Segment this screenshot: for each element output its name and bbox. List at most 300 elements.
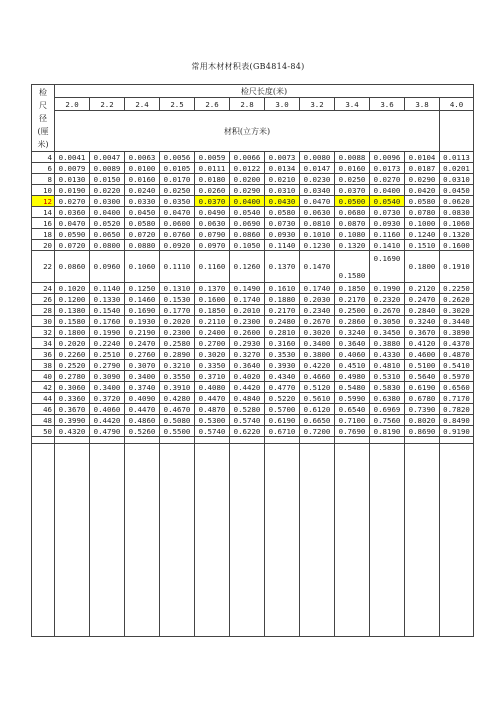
diameter-cell: 28 [32, 305, 55, 316]
volume-cell: 0.2780 [55, 371, 90, 382]
volume-cell: 0.2020 [55, 338, 90, 349]
volume-cell: 0.1260 [230, 251, 265, 283]
volume-cell: 0.0450 [440, 185, 474, 196]
table-row [32, 349, 474, 360]
volume-cell: 0.5410 [440, 360, 474, 371]
volume-cell: 0.5300 [195, 415, 230, 426]
volume-cell: 0.2890 [160, 349, 195, 360]
volume-cell: 0.3400 [125, 371, 160, 382]
volume-cell: 0.0300 [90, 196, 125, 207]
volume-cell: 0.0200 [230, 174, 265, 185]
length-header-cell: 4.0 [440, 98, 474, 111]
volume-cell: 0.5740 [195, 426, 230, 437]
volume-cell: 0.1760 [90, 316, 125, 327]
volume-cell: 0.2930 [230, 338, 265, 349]
volume-cell: 0.5970 [440, 371, 474, 382]
blank-row [32, 437, 474, 444]
table-row [32, 283, 474, 294]
volume-cell: 0.0330 [125, 196, 160, 207]
volume-cell: 0.0190 [55, 185, 90, 196]
volume-cell: 0.1200 [55, 294, 90, 305]
volume-cell: 0.3990 [55, 415, 90, 426]
volume-cell: 0.3060 [55, 382, 90, 393]
volume-cell: 0.3930 [265, 360, 300, 371]
volume-cell: 0.4420 [90, 415, 125, 426]
volume-cell: 0.1370 [265, 251, 300, 283]
diameter-cell: 30 [32, 316, 55, 327]
volume-cell: 0.2760 [125, 349, 160, 360]
volume-cell: 0.0220 [90, 185, 125, 196]
table-row [32, 152, 474, 163]
volume-cell: 0.4080 [195, 382, 230, 393]
volume-cell: 0.2120 [405, 283, 440, 294]
volume-cell: 0.2190 [125, 327, 160, 338]
table-row [32, 251, 474, 283]
volume-cell: 0.4090 [125, 393, 160, 404]
volume-cell: 0.1490 [230, 283, 265, 294]
volume-cell: 0.1410 [370, 240, 405, 251]
diameter-cell: 10 [32, 185, 55, 196]
volume-cell: 0.0310 [440, 174, 474, 185]
blank-cell [90, 444, 125, 637]
volume-cell: 0.4980 [335, 371, 370, 382]
volume-cell: 0.0187 [405, 163, 440, 174]
diameter-cell: 8 [32, 174, 55, 185]
length-header-cell: 3.4 [335, 98, 370, 111]
volume-cell: 0.0210 [265, 174, 300, 185]
volume-cell: 0.3640 [335, 338, 370, 349]
volume-cell: 0.0520 [90, 218, 125, 229]
length-header-cell: 3.6 [370, 98, 405, 111]
blank-cell [370, 444, 405, 637]
blank-cell [405, 437, 440, 444]
volume-cell: 0.1160 [195, 251, 230, 283]
table-row [32, 185, 474, 196]
volume-cell: 0.3090 [90, 371, 125, 382]
diameter-cell: 4 [32, 152, 55, 163]
volume-cell: 0.5480 [335, 382, 370, 393]
volume-cell: 0.6969 [370, 404, 405, 415]
volume-cell: 0.2470 [125, 338, 160, 349]
volume-cell: 0.3270 [230, 349, 265, 360]
blank-cell [440, 444, 474, 637]
diameter-cell: 40 [32, 371, 55, 382]
volume-cell: 0.5280 [230, 404, 265, 415]
volume-cell: 0.0860 [55, 251, 90, 283]
volume-cell: 0.8490 [440, 415, 474, 426]
volume-cell: 0.0059 [195, 152, 230, 163]
volume-cell: 0.5610 [300, 393, 335, 404]
volume-cell: 0.1470 [300, 251, 335, 283]
volume-cell: 0.4790 [90, 426, 125, 437]
volume-cell: 0.4810 [370, 360, 405, 371]
volume-cell: 0.0930 [265, 229, 300, 240]
table-row [32, 393, 474, 404]
diameter-cell: 16 [32, 218, 55, 229]
volume-cell: 0.1990 [90, 327, 125, 338]
volume-header: 材积(立方米) [55, 111, 440, 152]
volume-cell: 0.2840 [405, 305, 440, 316]
volume-cell: 0.0580 [125, 218, 160, 229]
volume-cell: 0.2300 [230, 316, 265, 327]
volume-cell: 0.4060 [90, 404, 125, 415]
volume-cell: 0.3640 [230, 360, 265, 371]
diameter-cell: 22 [32, 251, 55, 283]
volume-cell: 0.6190 [405, 382, 440, 393]
volume-cell: 0.0470 [55, 218, 90, 229]
length-header-cell: 3.2 [300, 98, 335, 111]
volume-cell: 0.1380 [55, 305, 90, 316]
diameter-cell: 12 [32, 196, 55, 207]
blank-cell [265, 444, 300, 637]
volume-cell: 0.0490 [195, 207, 230, 218]
volume-cell: 0.1740 [230, 294, 265, 305]
length-header-cell: 2.5 [160, 98, 195, 111]
volume-cell: 0.6380 [370, 393, 405, 404]
volume-cell: 0.0160 [335, 163, 370, 174]
volume-cell: 0.0111 [195, 163, 230, 174]
volume-cell: 0.0470 [160, 207, 195, 218]
blank-cell [32, 444, 55, 637]
length-header-cell: 2.2 [90, 98, 125, 111]
volume-cell: 0.1800 [55, 327, 90, 338]
volume-cell: 0.2860 [335, 316, 370, 327]
blank-cell [370, 437, 405, 444]
volume-cell: 0.1080 [335, 229, 370, 240]
volume-cell: 0.7560 [370, 415, 405, 426]
volume-cell: 0.0370 [195, 196, 230, 207]
page-title: 常用木材材积表(GB4814-84) [191, 62, 305, 71]
volume-cell: 0.1850 [195, 305, 230, 316]
diameter-cell: 20 [32, 240, 55, 251]
volume-cell: 0.5990 [335, 393, 370, 404]
volume-cell: 0.0730 [265, 218, 300, 229]
volume-cell: 0.2470 [405, 294, 440, 305]
blank-cell [125, 437, 160, 444]
diameter-header-char: 尺 [39, 100, 47, 110]
blank-cell [335, 437, 370, 444]
diameter-cell: 36 [32, 349, 55, 360]
volume-cell: 0.0089 [90, 163, 125, 174]
volume-cell: 0.4870 [195, 404, 230, 415]
diameter-cell: 26 [32, 294, 55, 305]
volume-cell: 0.4860 [125, 415, 160, 426]
volume-cell: 0.3070 [125, 360, 160, 371]
volume-cell: 0.3020 [195, 349, 230, 360]
volume-cell: 0.1110 [160, 251, 195, 283]
volume-cell: 0.4330 [370, 349, 405, 360]
volume-cell: 0.0470 [300, 196, 335, 207]
volume-cell: 0.3160 [265, 338, 300, 349]
volume-cell: 0.1770 [160, 305, 195, 316]
volume-cell: 0.3400 [300, 338, 335, 349]
table-row [32, 415, 474, 426]
table-row [32, 174, 474, 185]
volume-cell: 0.0240 [125, 185, 160, 196]
volume-cell: 0.4370 [440, 338, 474, 349]
volume-cell: 0.0290 [405, 174, 440, 185]
volume-cell: 0.0420 [405, 185, 440, 196]
volume-cell: 0.0170 [160, 174, 195, 185]
volume-cell: 0.1230 [300, 240, 335, 251]
length-header-cell: 3.8 [405, 98, 440, 111]
volume-cell: 0.3240 [405, 316, 440, 327]
blank-cell [300, 444, 335, 637]
volume-cell: 0.0400 [230, 196, 265, 207]
volume-cell: 0.6220 [230, 426, 265, 437]
volume-cell: 0.0180 [195, 174, 230, 185]
blank-cell [32, 437, 55, 444]
volume-cell: 0.0104 [405, 152, 440, 163]
volume-cell: 0.0230 [300, 174, 335, 185]
volume-cell: 0.4660 [300, 371, 335, 382]
volume-cell: 0.0270 [55, 196, 90, 207]
volume-cell: 0.2620 [440, 294, 474, 305]
table-row [32, 207, 474, 218]
volume-cell: 0.3020 [300, 327, 335, 338]
volume-cell: 0.4060 [335, 349, 370, 360]
diameter-cell: 48 [32, 415, 55, 426]
volume-cell: 0.0920 [160, 240, 195, 251]
diameter-header-char: 米) [37, 139, 49, 149]
blank-row [32, 444, 474, 637]
volume-cell: 0.1610 [265, 283, 300, 294]
volume-cell: 0.1580 [55, 316, 90, 327]
volume-cell: 0.1010 [300, 229, 335, 240]
blank-cell [440, 437, 474, 444]
volume-cell: 0.4420 [230, 382, 265, 393]
blank-cell [125, 444, 160, 637]
volume-cell: 0.0630 [300, 207, 335, 218]
volume-cell: 0.5640 [405, 371, 440, 382]
volume-cell: 0.1240 [405, 229, 440, 240]
volume-cell: 0.4340 [265, 371, 300, 382]
volume-cell: 0.0720 [125, 229, 160, 240]
diameter-cell: 24 [32, 283, 55, 294]
volume-cell: 0.4470 [195, 393, 230, 404]
volume-cell: 0.2260 [55, 349, 90, 360]
table-row [32, 218, 474, 229]
volume-cell: 0.4510 [335, 360, 370, 371]
volume-cell: 0.0790 [195, 229, 230, 240]
diameter-cell: 34 [32, 338, 55, 349]
volume-cell: 0.8190 [370, 426, 405, 437]
volume-cell: 0.2670 [370, 305, 405, 316]
volume-cell: 0.5260 [125, 426, 160, 437]
volume-cell: 0.2300 [160, 327, 195, 338]
volume-cell: 0.1690 [125, 305, 160, 316]
volume-cell: 0.0066 [230, 152, 265, 163]
volume-cell: 0.0047 [90, 152, 125, 163]
volume-cell: 0.7690 [335, 426, 370, 437]
volume-cell: 0.0810 [300, 218, 335, 229]
volume-cell: 0.0310 [265, 185, 300, 196]
volume-cell: 0.3800 [300, 349, 335, 360]
volume-cell: 0.5120 [300, 382, 335, 393]
volume-cell: 0.0580 [405, 196, 440, 207]
volume-cell: 0.7100 [335, 415, 370, 426]
volume-cell: 0.0360 [55, 207, 90, 218]
volume-cell: 0.5740 [230, 415, 265, 426]
volume-cell: 0.0860 [230, 229, 265, 240]
blank-cell [405, 444, 440, 637]
volume-cell: 0.4600 [405, 349, 440, 360]
volume-cell: 0.2790 [90, 360, 125, 371]
volume-cell: 0.0173 [370, 163, 405, 174]
volume-cell: 0.1990 [370, 283, 405, 294]
volume-cell: 0.2600 [230, 327, 265, 338]
volume-cell: 0.2670 [300, 316, 335, 327]
volume-cell: 0.0780 [405, 207, 440, 218]
volume-cell: 0.0600 [160, 218, 195, 229]
volume-cell: 0.1140 [90, 283, 125, 294]
volume-cell: 0.4320 [55, 426, 90, 437]
volume-cell: 0.5220 [265, 393, 300, 404]
volume-cell: 0.1540 [90, 305, 125, 316]
volume-cell: 0.4020 [230, 371, 265, 382]
volume-cell: 0.2170 [265, 305, 300, 316]
volume-cell: 0.3880 [370, 338, 405, 349]
volume-cell: 0.0105 [160, 163, 195, 174]
volume-cell: 0.1690 [370, 251, 405, 283]
volume-cell: 0.8020 [405, 415, 440, 426]
volume-cell: 0.1250 [125, 283, 160, 294]
table-row [32, 327, 474, 338]
volume-cell: 0.3050 [370, 316, 405, 327]
diameter-header [32, 85, 55, 152]
volume-cell: 0.5080 [160, 415, 195, 426]
table-row [32, 371, 474, 382]
volume-cell: 0.3240 [335, 327, 370, 338]
volume-cell: 0.0100 [125, 163, 160, 174]
volume-cell: 0.3400 [90, 382, 125, 393]
volume-cell: 0.1880 [265, 294, 300, 305]
volume-cell: 0.1740 [300, 283, 335, 294]
volume-cell: 0.2580 [160, 338, 195, 349]
volume-cell: 0.4220 [300, 360, 335, 371]
volume-cell: 0.3550 [160, 371, 195, 382]
volume-cell: 0.0122 [230, 163, 265, 174]
volume-cell: 0.0650 [90, 229, 125, 240]
volume-cell: 0.0041 [55, 152, 90, 163]
diameter-header-char: (厘 [37, 126, 49, 136]
volume-cell: 0.0250 [160, 185, 195, 196]
volume-cell: 0.6710 [265, 426, 300, 437]
volume-cell: 0.1510 [405, 240, 440, 251]
volume-cell: 0.0690 [230, 218, 265, 229]
volume-cell: 0.3450 [370, 327, 405, 338]
volume-cell: 0.0250 [335, 174, 370, 185]
volume-cell: 0.0080 [300, 152, 335, 163]
volume-cell: 0.0370 [335, 185, 370, 196]
volume-cell: 0.2010 [230, 305, 265, 316]
table-row [32, 240, 474, 251]
volume-cell: 0.1800 [405, 251, 440, 283]
volume-cell: 0.3740 [125, 382, 160, 393]
table-row [32, 316, 474, 327]
volume-cell: 0.2110 [195, 316, 230, 327]
volume-cell: 0.6120 [300, 404, 335, 415]
blank-cell [265, 437, 300, 444]
blank-cell [335, 444, 370, 637]
diameter-cell: 6 [32, 163, 55, 174]
volume-cell: 0.5700 [265, 404, 300, 415]
volume-cell: 0.0540 [230, 207, 265, 218]
volume-cell: 0.4670 [160, 404, 195, 415]
length-header-cell: 2.6 [195, 98, 230, 111]
volume-cell: 0.5830 [370, 382, 405, 393]
diameter-cell: 32 [32, 327, 55, 338]
volume-cell: 0.5100 [405, 360, 440, 371]
diameter-cell: 50 [32, 426, 55, 437]
blank-cell [300, 437, 335, 444]
volume-cell: 0.0500 [335, 196, 370, 207]
volume-cell: 0.3440 [440, 316, 474, 327]
volume-cell: 0.1060 [440, 218, 474, 229]
volume-cell: 0.0720 [55, 240, 90, 251]
volume-cell: 0.0450 [125, 207, 160, 218]
diameter-cell: 46 [32, 404, 55, 415]
volume-cell: 0.5500 [160, 426, 195, 437]
length-header-cell: 2.8 [230, 98, 265, 111]
blank-cell [160, 444, 195, 637]
volume-cell: 0.3890 [440, 327, 474, 338]
table-row [32, 196, 474, 207]
volume-cell: 0.0260 [195, 185, 230, 196]
blank-cell [55, 444, 90, 637]
table-row [32, 404, 474, 415]
volume-cell: 0.3710 [195, 371, 230, 382]
volume-cell: 0.3360 [55, 393, 90, 404]
volume-cell: 0.0400 [370, 185, 405, 196]
volume-cell: 0.4280 [160, 393, 195, 404]
table-row [32, 338, 474, 349]
volume-cell: 0.3670 [405, 327, 440, 338]
diameter-header-char: 径 [39, 113, 47, 123]
length-header-cell: 2.0 [55, 98, 90, 111]
blank-cell [55, 437, 90, 444]
volume-cell: 0.4870 [440, 349, 474, 360]
volume-cell: 0.1370 [195, 283, 230, 294]
volume-header-empty-cell [440, 111, 474, 152]
volume-cell: 0.1850 [335, 283, 370, 294]
volume-cell: 0.1580 [335, 251, 370, 283]
volume-cell: 0.2400 [195, 327, 230, 338]
volume-cell: 0.2250 [440, 283, 474, 294]
volume-cell: 0.0056 [160, 152, 195, 163]
volume-cell: 0.0130 [55, 174, 90, 185]
volume-cell: 0.1600 [195, 294, 230, 305]
volume-cell: 0.1320 [440, 229, 474, 240]
volume-cell: 0.0134 [265, 163, 300, 174]
volume-cell: 0.1050 [230, 240, 265, 251]
table-row [32, 305, 474, 316]
volume-cell: 0.0630 [195, 218, 230, 229]
blank-cell [195, 444, 230, 637]
blank-cell [160, 437, 195, 444]
volume-cell: 0.9190 [440, 426, 474, 437]
diameter-cell: 42 [32, 382, 55, 393]
volume-cell: 0.7200 [300, 426, 335, 437]
volume-cell: 0.1460 [125, 294, 160, 305]
volume-cell: 0.6190 [265, 415, 300, 426]
volume-cell: 0.0147 [300, 163, 335, 174]
volume-cell: 0.0400 [90, 207, 125, 218]
volume-cell: 0.4770 [265, 382, 300, 393]
volume-cell: 0.3350 [195, 360, 230, 371]
length-header-cell: 2.4 [125, 98, 160, 111]
volume-cell: 0.0096 [370, 152, 405, 163]
